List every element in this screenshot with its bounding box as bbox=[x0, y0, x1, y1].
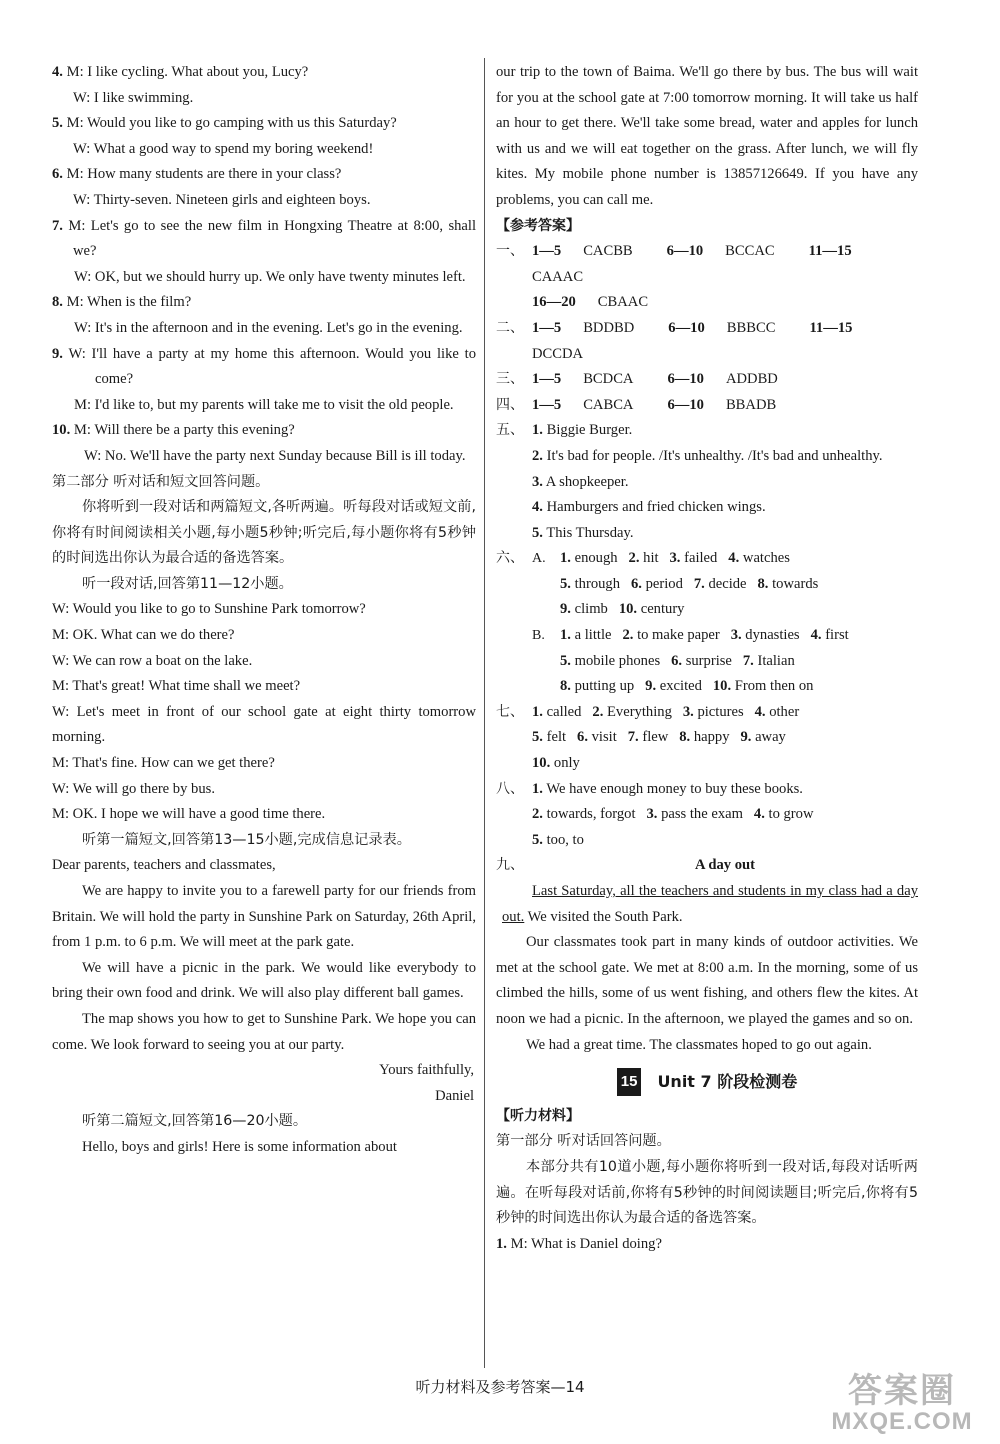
dialog-line: W: It's in the afternoon and in the evening. Let's go in the evening. bbox=[74, 319, 463, 336]
answers-section-6: 六、 A. 1. enough 2. hit 3. failed 4. watches 5. through 6. period 7. decide 8. towards 9. climb 10. century B. 1. a little 2. to make paper 3. dynasties 4. first 5. mobile phones 6. surprise 7. Italian 8. putting up 9. excited 10. From then on bbox=[496, 550, 849, 695]
dialog-item-7: 7. M: Let's go to see the new film in Hongxing Theatre at 8:00, shall we? W: OK, but we should hurry up. We only have twenty minutes left. bbox=[52, 214, 476, 291]
passage2-text: Hello, boys and girls! Here is some information about bbox=[82, 1138, 397, 1155]
dialog-line: M: When is the film? bbox=[66, 294, 192, 311]
dialog-item-8: 8. M: When is the film? W: It's in the afternoon and in the evening. Let's go in the evening. bbox=[52, 290, 476, 341]
dialog-line: M: OK. I hope we will have a good time there. bbox=[52, 806, 326, 823]
dialog-item-4: 4. M: I like cycling. What about you, Lucy? W: I like swimming. bbox=[52, 60, 476, 111]
dialog-line: W: Let's meet in front of our school gate at eight thirty tomorrow morning. bbox=[52, 703, 476, 746]
dialog-11-12 bbox=[52, 597, 476, 827]
answers-section-5: 五、 1. Biggie Burger. 2. It's bad for people. /It's unhealthy. /It's bad and unhealthy. 3. A shopkeeper. 4. Hamburgers and fried chicken wings. 5. This Thursday. bbox=[496, 422, 883, 541]
dialog-item-9: 9. W: I'll have a party at my home this afternoon. Would you like to come? M: I'd like to, but my parents will take me to visit the old people. bbox=[52, 342, 476, 419]
dialog-line: M: That's great! What time shall we meet? bbox=[52, 678, 301, 695]
passage2-intro: 听第二篇短文,回答第16—20小题。 bbox=[82, 1113, 308, 1130]
answers-section-3: 三、 1—5 BCDCA 6—10 ADDBD bbox=[496, 371, 778, 388]
dialog-item-1: 1. M: What is Daniel doing? bbox=[496, 1235, 662, 1252]
answers-section-8: 八、 1. We have enough money to buy these books. 2. towards, forgot 3. pass the exam 4. to grow 5. too, to bbox=[496, 780, 814, 848]
part2-instructions: 你将听到一段对话和两篇短文,各听两遍。听每段对话或短文前,你将有时间阅读相关小题,每小题5秒钟;听完后,每小题你将有5秒钟的时间选出你认为最合适的备选答案。 bbox=[52, 499, 476, 567]
passage1-paragraph: We will have a picnic in the park. We would like everybody to bring their own food and drink. We will also play different ball games. bbox=[52, 959, 476, 1002]
answers-section-9: 九、 A day out Last Saturday, all the teachers and students in my class had a day out. We visited the South Park. Our classmates took part in many kinds of outdoor activities. We met at the school gate. We met at 8:00 a.m. In the morning, some of us climbed the hills, some of us went fishing, and others flew the kites. At noon we had a picnic. In the afternoon, we played the games and so on. We had a great time. The classmates hoped to go out again. bbox=[496, 853, 918, 1058]
listening-heading: 【听力材料】 bbox=[496, 1107, 580, 1124]
essay-paragraph: Our classmates took part in many kinds of outdoor activities. We met at the school gate. We met at 8:00 a.m. In the morning, some of us climbed the hills, some of us went fishing, and others flew the kites. At noon we had a picnic. In the afternoon, we played the games and so on. bbox=[496, 934, 918, 1027]
letter-closing: Yours faithfully, bbox=[379, 1062, 474, 1079]
left-column bbox=[52, 60, 476, 1161]
answers-section-1: 一、 1—5 CACBB 6—10 BCCAC 11—15CAAAC 16—20 CBAAC bbox=[496, 243, 852, 311]
essay-paragraph: Last Saturday, all the teachers and students in my class had a day out. We visited the South Park. bbox=[502, 883, 918, 925]
passage2-text: our trip to the town of Baima. We'll go there by bus. The bus will wait for you at the school gate at 7:00 tomorrow morning. It will take us half an hour to get there. We'll take some bread, water and apples for lunch with us and we will eat together on the grass. After lunch, we will fly kites. My mobile phone number is 13857126649. If you have any problems, you can call me. bbox=[496, 64, 918, 208]
dialog-line: W: Would you like to go to Sunshine Park tomorrow? bbox=[52, 601, 366, 618]
answers-section-2: 二、 1—5 BDDBD 6—10 BBBCC 11—15DCCDA bbox=[496, 319, 853, 362]
dialog-line: W: Thirty-seven. Nineteen girls and eighteen boys. bbox=[73, 191, 371, 208]
dialog-intro: 听一段对话,回答第11—12小题。 bbox=[82, 575, 293, 592]
part2-heading: 第二部分 听对话和短文回答问题。 bbox=[52, 473, 270, 490]
passage1-paragraph: The map shows you how to get to Sunshine Park. We hope you can come. We look forward to seeing you at our party. bbox=[52, 1010, 476, 1053]
dialog-line: W: We can row a boat on the lake. bbox=[52, 652, 253, 669]
passage1-intro: 听第一篇短文,回答第13—15小题,完成信息记录表。 bbox=[82, 831, 411, 848]
dialog-line: W: OK, but we should hurry up. We only have twenty minutes left. bbox=[74, 268, 466, 285]
watermark-logo: 答案圈 MXQE.COM bbox=[831, 1371, 973, 1435]
part1-heading: 第一部分 听对话回答问题。 bbox=[496, 1133, 671, 1150]
dialog-line: W: We will go there by bus. bbox=[52, 780, 215, 797]
passage1-greeting: Dear parents, teachers and classmates, bbox=[52, 857, 276, 874]
right-column bbox=[496, 60, 918, 1257]
unit-header bbox=[496, 1068, 918, 1096]
essay-title: A day out bbox=[694, 857, 755, 874]
dialog-item-10: 10. M: Will there be a party this evening? W: No. We'll have the party next Sunday because Bill is ill today. bbox=[52, 418, 476, 469]
passage1-paragraph: We are happy to invite you to a farewell party for our friends from Britain. We will hold the party in Sunshine Park on Saturday, 26th April, from 1 p.m. to 6 p.m. We will meet at the park gate. bbox=[52, 883, 476, 951]
answers-heading: 【参考答案】 bbox=[496, 217, 580, 234]
answers-section-4: 四、 1—5 CABCA 6—10 BBADB bbox=[496, 396, 777, 413]
dialog-item-5: 5. M: Would you like to go camping with us this Saturday? W: What a good way to spend my boring weekend! bbox=[52, 111, 476, 162]
dialog-item-6: 6. M: How many students are there in your class? W: Thirty-seven. Nineteen girls and eighteen boys. bbox=[52, 162, 476, 213]
page-footer: 听力材料及参考答案—14 bbox=[415, 1378, 585, 1396]
dialog-line: M: Would you like to go camping with us this Saturday? bbox=[66, 115, 397, 132]
dialog-line: W: What a good way to spend my boring weekend! bbox=[73, 140, 374, 157]
dialog-line: W: I like swimming. bbox=[73, 89, 194, 106]
answers-section-7: 七、 1. called 2. Everything 3. pictures 4. other 5. felt 6. visit 7. flew 8. happy 9. away 10. only bbox=[496, 703, 800, 772]
unit-title: Unit 7 阶段检测卷 bbox=[657, 1072, 798, 1092]
dialog-line: M: OK. What can we do there? bbox=[52, 627, 235, 644]
dialog-line: M: Will there be a party this evening? bbox=[73, 422, 295, 439]
dialog-line: M: How many students are there in your class? bbox=[66, 166, 342, 183]
dialog-line: W: I'll have a party at my home this afternoon. Would you like to come? bbox=[68, 345, 476, 388]
dialog-line: M: I'd like to, but my parents will take me to visit the old people. bbox=[74, 396, 454, 413]
dialog-line: W: No. We'll have the party next Sunday because Bill is ill today. bbox=[84, 447, 466, 464]
part1-instructions: 本部分共有10道小题,每小题你将听到一段对话,每段对话听两遍。在听每段对话前,你将有5秒钟的时间阅读题目;听完后,你将有5秒钟的时间选出你认为最合适的备选答案。 bbox=[496, 1158, 918, 1227]
dialog-line: M: Let's go to see the new film in Hongxing Theatre at 8:00, shall we? bbox=[68, 217, 477, 260]
essay-paragraph: We had a great time. The classmates hoped to go out again. bbox=[526, 1036, 872, 1053]
dialog-line: M: That's fine. How can we get there? bbox=[52, 755, 275, 772]
column-divider bbox=[484, 58, 485, 1368]
dialog-line: M: I like cycling. What about you, Lucy? bbox=[66, 64, 309, 80]
letter-signature: Daniel bbox=[435, 1087, 474, 1104]
unit-number-badge: 15 bbox=[617, 1068, 642, 1096]
